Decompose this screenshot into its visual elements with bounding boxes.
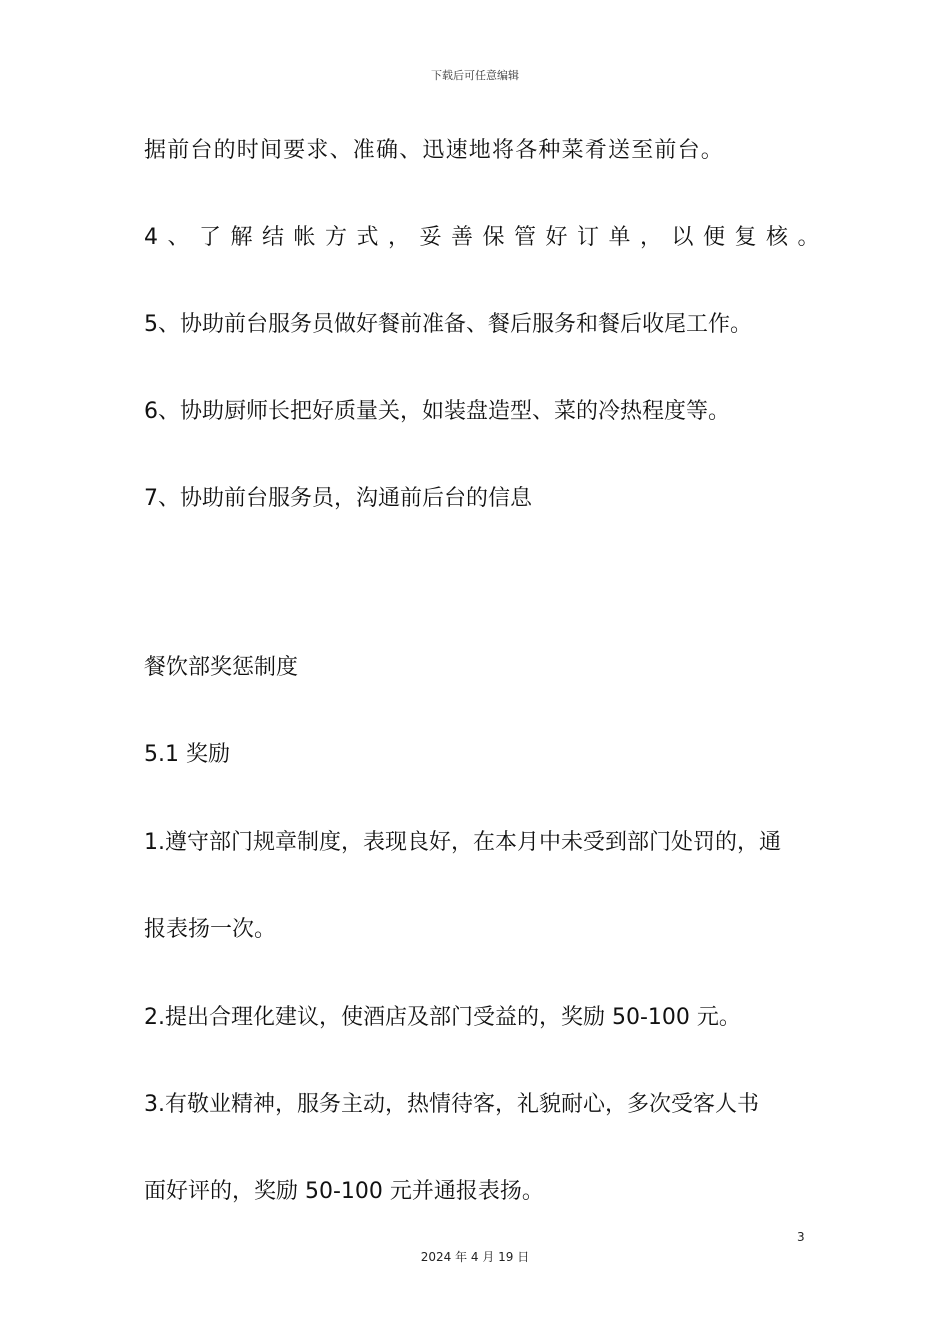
text-line-5: 7、协助前台服务员，沟通前后台的信息 — [144, 486, 532, 511]
footer-date: 2024 年 4 月 19 日 — [420, 1250, 530, 1264]
text-line-8: 2.提出合理化建议，使酒店及部门受益的，奖励 50-100 元。 — [144, 1005, 741, 1030]
page-number: 3 — [797, 1230, 805, 1244]
text-line-4: 6、协助厨师长把好质量关，如装盘造型、菜的冷热程度等。 — [144, 399, 730, 424]
text-line-2: 4、了解结帐方式，妥善保管好订单，以便复核。 — [144, 225, 829, 250]
subsection-title: 5.1 奖励 — [144, 742, 230, 767]
text-line-3: 5、协助前台服务员做好餐前准备、餐后服务和餐后收尾工作。 — [144, 312, 752, 337]
text-line-7: 报表扬一次。 — [144, 917, 277, 942]
section-title: 餐饮部奖惩制度 — [144, 655, 299, 680]
text-line-9: 3.有敬业精神，服务主动，热情待客，礼貌耐心，多次受客人书 — [144, 1092, 759, 1117]
text-line-10: 面好评的，奖励 50-100 元并通报表扬。 — [144, 1179, 544, 1204]
page-header: 下载后可任意编辑 — [431, 69, 519, 82]
text-line-1: 据前台的时间要求、准确、迅速地将各种菜肴送至前台。 — [144, 138, 725, 163]
text-line-6: 1.遵守部门规章制度，表现良好，在本月中未受到部门处罚的，通 — [144, 830, 781, 855]
